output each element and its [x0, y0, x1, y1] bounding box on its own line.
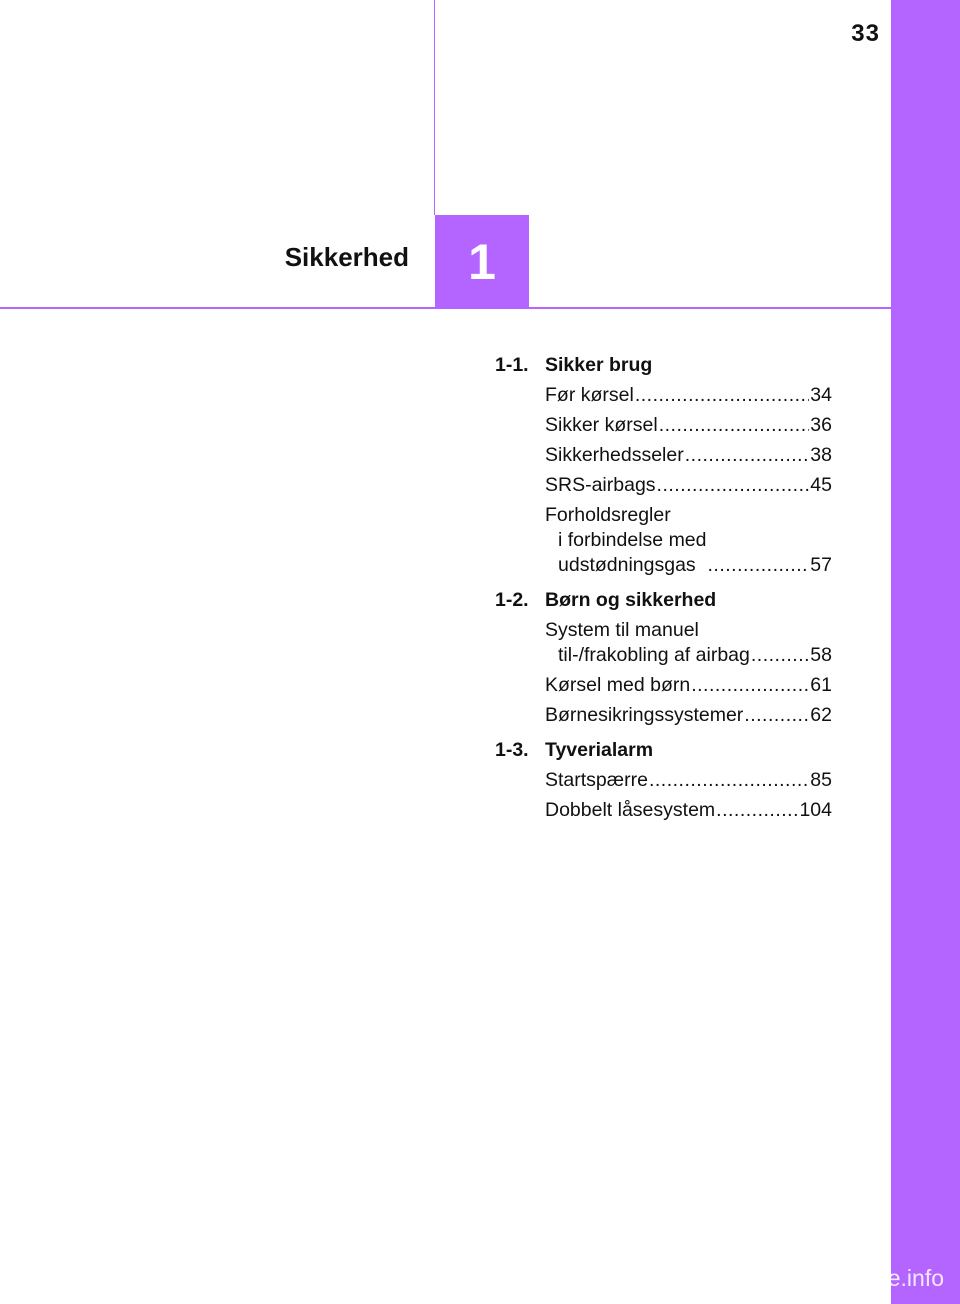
chapter-title: Sikkerhed	[284, 242, 409, 272]
toc-entry[interactable]	[545, 413, 832, 438]
toc-entry-page: 104	[799, 799, 832, 821]
toc-leader-dots	[744, 703, 809, 728]
toc-entry-page: 45	[810, 474, 832, 496]
toc-leader-dots	[635, 383, 809, 408]
toc-entry-page: 57	[810, 554, 832, 576]
toc-entry-page: 34	[810, 384, 832, 406]
toc-entry-title: Før kørsel	[545, 384, 634, 406]
chapter-tab-bar	[891, 0, 960, 1304]
header-divider-vertical	[434, 0, 435, 215]
toc-section-title: Børn og sikkerhed	[545, 589, 717, 611]
toc-entry-page: 85	[810, 769, 832, 791]
toc-section[interactable]	[495, 737, 832, 763]
toc-entry-title: System til manuel	[545, 619, 699, 641]
toc-entry-title: Startspærre	[545, 769, 648, 791]
toc-entry-page: 36	[810, 414, 832, 436]
toc-entry[interactable]	[545, 618, 832, 668]
watermark: carmanualsonline.info	[720, 1265, 944, 1291]
toc-leader-dots	[691, 673, 809, 698]
toc-leader-dots	[751, 643, 809, 668]
toc-leader-dots	[708, 553, 810, 578]
toc-entry-title: Sikker kørsel	[545, 414, 658, 436]
toc-section-number: 1-3.	[495, 739, 529, 761]
toc-section-title: Tyverialarm	[545, 739, 654, 761]
chapter-number: 1	[468, 233, 496, 290]
toc-leader-dots	[659, 413, 810, 438]
toc-entry-title: Børnesikringssystemer	[545, 704, 744, 726]
toc-section-title: Sikker brug	[545, 354, 653, 376]
toc-section[interactable]	[495, 587, 832, 613]
toc-leader-dots	[657, 473, 810, 498]
toc-entry-list	[495, 383, 832, 578]
toc-entry-title: SRS-airbags	[545, 474, 656, 496]
chapter-number-box	[435, 215, 529, 308]
page-number: 33	[851, 20, 880, 47]
toc-section-number: 1-2.	[495, 589, 529, 611]
toc-section-number: 1-1.	[495, 354, 529, 376]
toc-entry-list	[495, 618, 832, 728]
toc-entry-page: 62	[810, 704, 832, 726]
toc-entry-page: 61	[810, 674, 832, 696]
toc-entry-title: udstødningsgas	[558, 554, 696, 576]
toc-leader-dots	[716, 798, 798, 823]
toc-entry-title: Kørsel med børn	[545, 674, 691, 696]
toc-leader-dots	[685, 443, 810, 468]
toc-entry-title: Dobbelt låsesystem	[545, 799, 716, 821]
toc-leader-dots	[649, 768, 809, 793]
toc-entry-page: 38	[810, 444, 832, 466]
toc-entry-list	[495, 768, 832, 823]
toc-entry-title: i forbindelse med	[558, 529, 707, 551]
toc-entry[interactable]	[545, 443, 832, 468]
toc-entry[interactable]	[545, 503, 832, 578]
toc-entry-title: til-/frakobling af airbag	[558, 644, 750, 666]
toc-entry[interactable]	[545, 768, 832, 793]
toc-entry[interactable]	[545, 703, 832, 728]
toc-entry[interactable]	[545, 383, 832, 408]
toc-entry[interactable]	[545, 473, 832, 498]
toc-entry-title: Sikkerhedsseler	[545, 444, 684, 466]
toc-entry-title: Forholdsregler	[545, 504, 671, 526]
toc-entry-page: 58	[810, 644, 832, 666]
toc-entry[interactable]	[545, 798, 832, 823]
table-of-contents	[495, 352, 832, 823]
toc-entry[interactable]	[545, 673, 832, 698]
toc-section[interactable]	[495, 352, 832, 378]
